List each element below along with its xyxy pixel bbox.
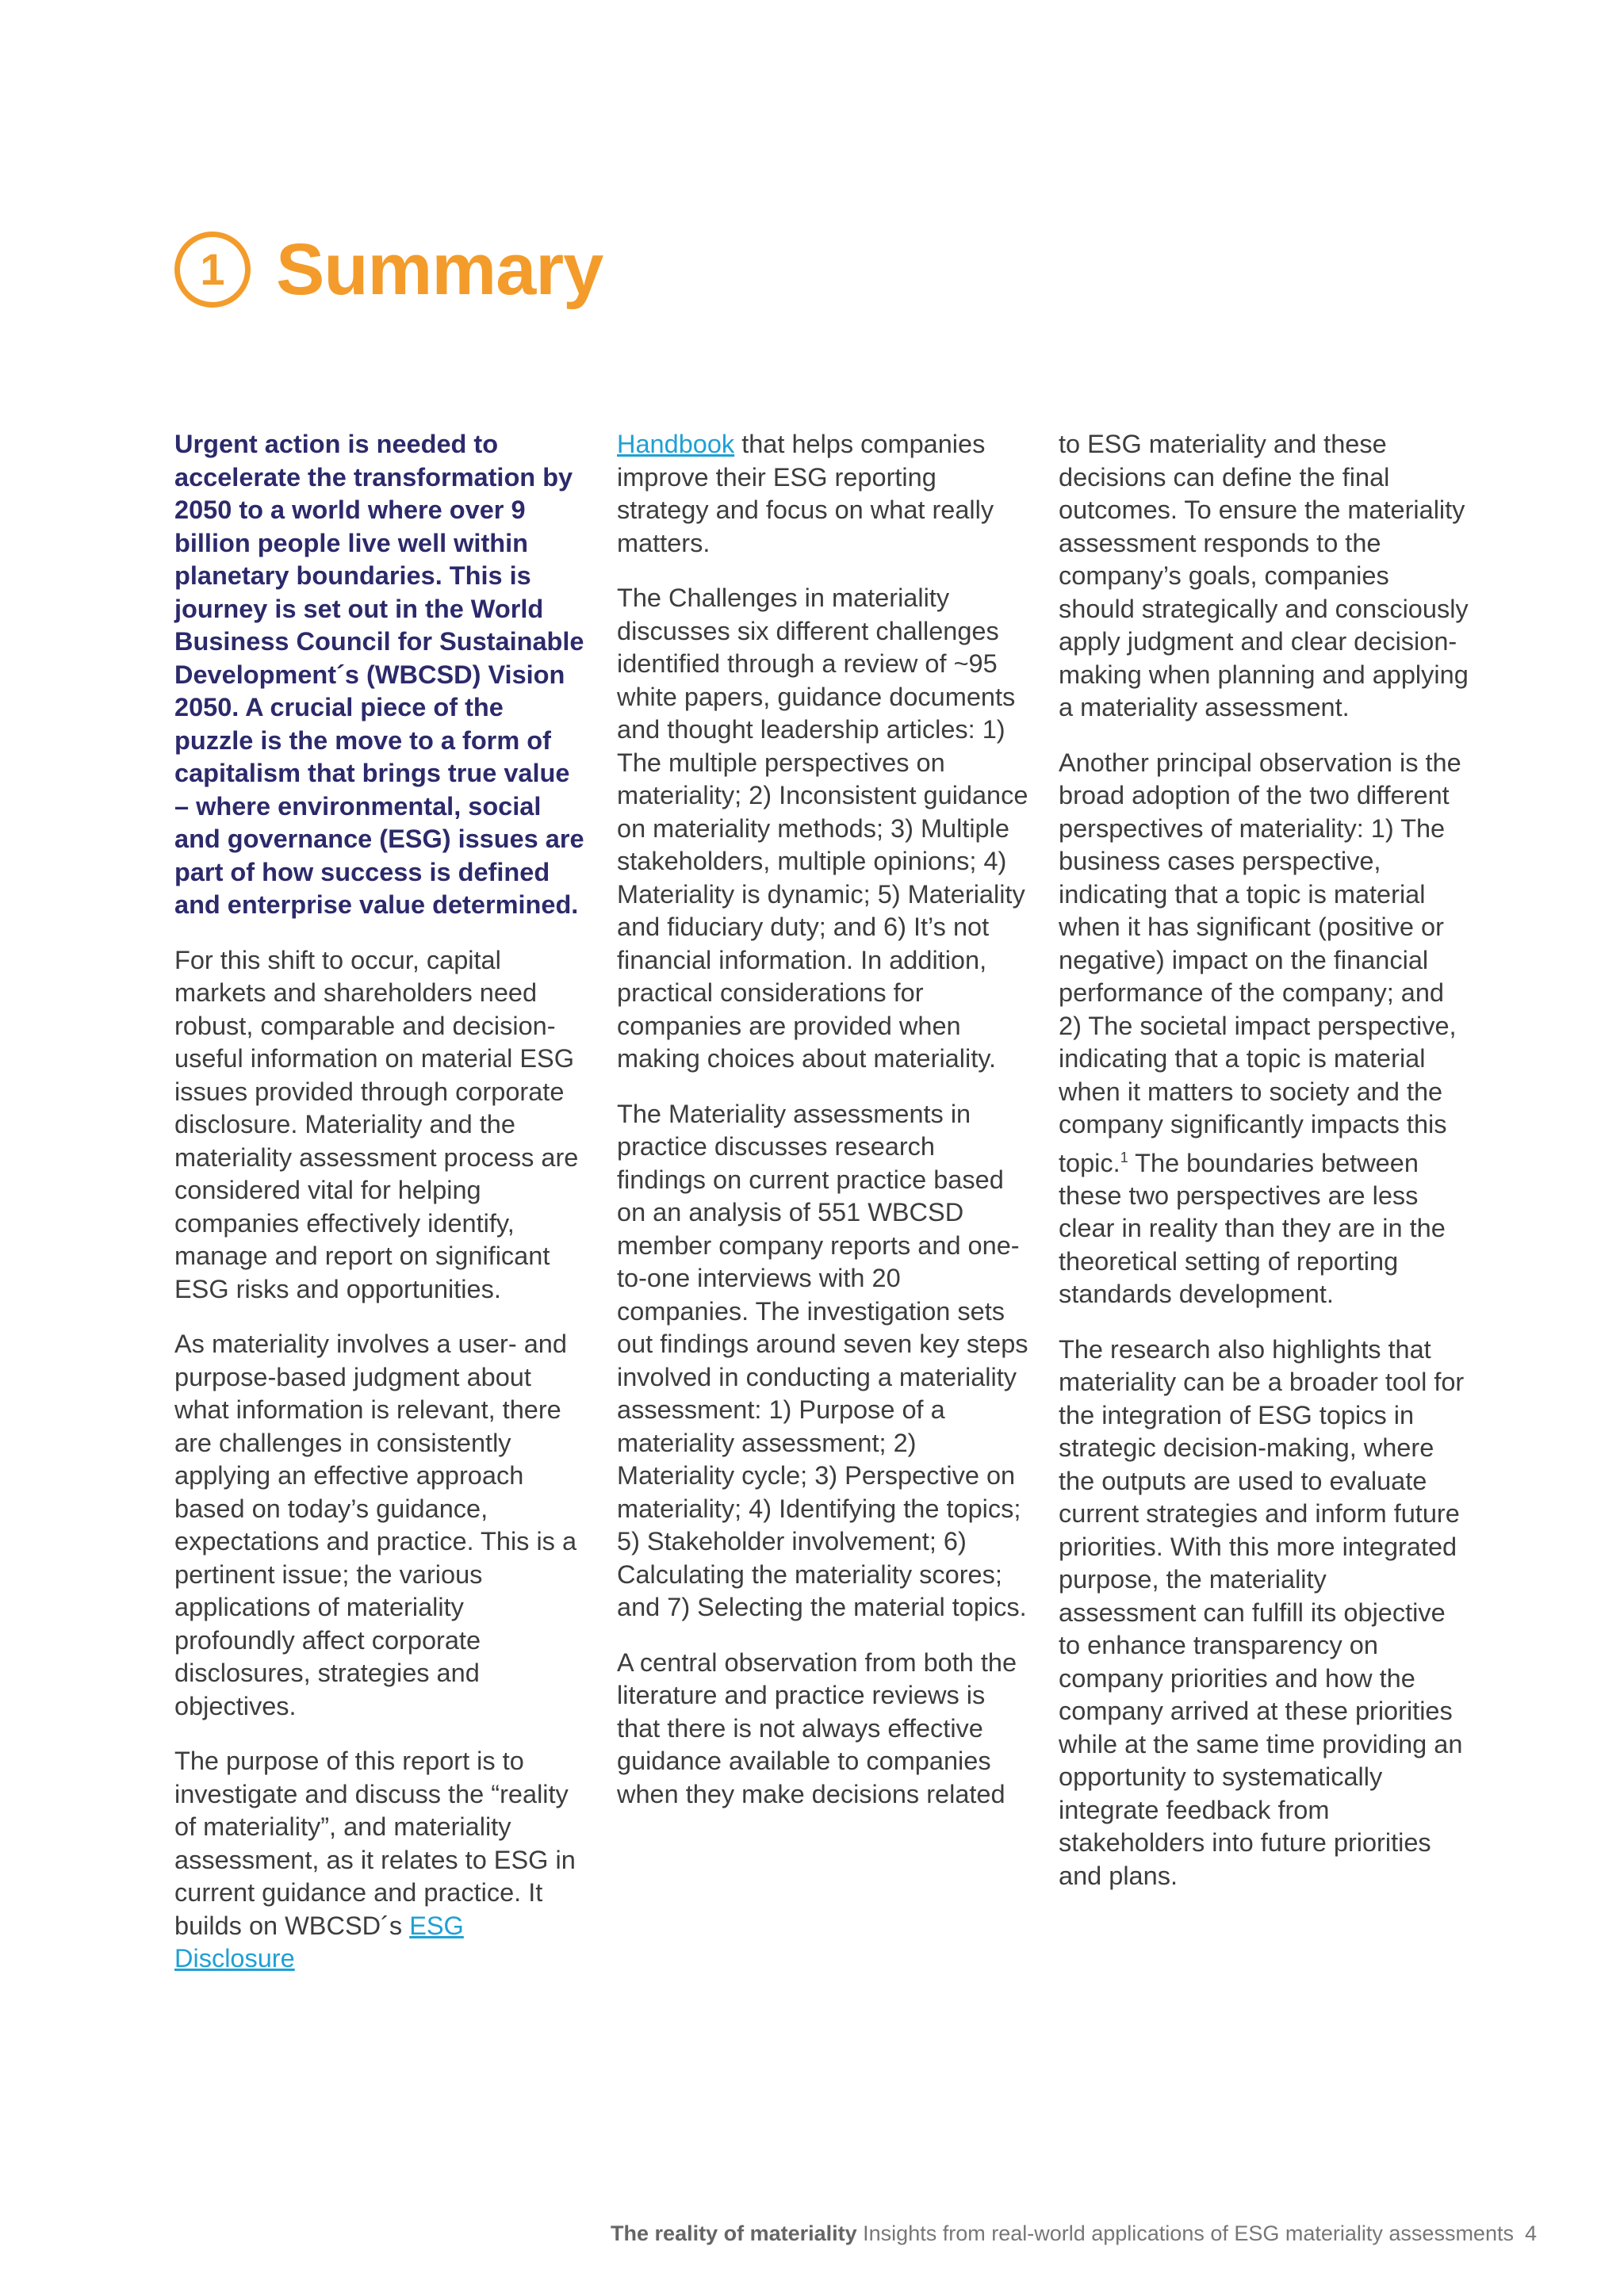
paragraph: As materiality involves a user- and purpose-based judgment about what information is relevant, there are challenges in consistently applying an effective approach based on today’s guidance, expectations and practice. This is a pertinent issue; the various applications of materiality profoundly affect corporate disclosures, strategies and objectives. [174, 1330, 577, 1720]
paragraph [174, 1745, 587, 1976]
paragraph-text: Another principal observation is the broad adoption of the two different perspectives of materiality: 1) The business cases perspective, indicating that a topic is material when it has significant (positive or negative) impact on the financial performance of the company; and 2) The societal impact perspective, indicating that a topic is material when it matters to society and the company significantly impacts this topic. [1059, 748, 1461, 1177]
page-number: 4 [1524, 2221, 1537, 2245]
text-column-1 [174, 428, 587, 1998]
section-number-badge: 1 [174, 232, 251, 308]
text-column-2 [617, 428, 1029, 1833]
page-title: Summary [276, 229, 603, 310]
text-column-3 [1059, 428, 1471, 1915]
footer-report-title: The reality of materiality [611, 2221, 857, 2245]
paragraph: to ESG materiality and these decisions can define the final outcomes. To ensure the materiality assessment responds to the company’s goals, companies should strategically and consciously apply judgment and clear decision-making when planning and applying a materiality assessment. [1059, 430, 1469, 721]
paragraph-text: that helps companies improve their ESG reporting strategy and focus on what really matters. [617, 430, 994, 557]
footer-subtitle: Insights from real-world applications of ESG materiality assessments [856, 2221, 1514, 2245]
handbook-link[interactable]: Handbook [617, 430, 735, 458]
paragraph: For this shift to occur, capital markets and shareholders need robust, comparable and decision-useful information on material ESG issues provided through corporate disclosure. Materiality and the materiality assessment process are considered vital for helping companies effectively identify, manage and report on significant ESG risks and opportunities. [174, 945, 579, 1303]
paragraph: The Challenges in materiality discusses six different challenges identified through a review of ~95 white papers, guidance documents and thought leadership articles: 1) The multiple perspectives on materiality; 2) Inconsistent guidance on materiality methods; 3) Multiple stakeholders, multiple opinions; 4) Materiality is dynamic; 5) Materiality and fiduciary duty; and 6) It’s not financial information. In addition, practical considerations for companies are provided when making choices about materiality. [617, 584, 1028, 1073]
paragraph: The Materiality assessments in practice discusses research findings on current practice based on an analysis of 551 WBCSD member company reports and one-to-one interviews with 20 companies. The investigation sets out findings around seven key steps involved in conducting a materiality assessment: 1) Purpose of a materiality assessment; 2) Materiality cycle; 3) Perspective on materiality; 4) Identifying the topics; 5) Stakeholder involvement; 6) Calculating the materiality scores; and 7) Selecting the material topics. [617, 1099, 1028, 1621]
footnote-marker: 1 [1120, 1149, 1128, 1165]
section-heading [174, 229, 603, 310]
paragraph [617, 428, 1029, 560]
lead-paragraph: Urgent action is needed to accelerate the transformation by 2050 to a world where over 9 billion people live well within planetary boundaries. This is journey is set out in the World Business Council for Sustainable Development´s (WBCSD) Vision 2050. A crucial piece of the puzzle is the move to a form of capitalism that brings true value – where environmental, social and governance (ESG) issues are part of how success is defined and enterprise value determined. [174, 430, 584, 919]
page-footer [611, 2221, 1537, 2246]
paragraph [1059, 747, 1471, 1311]
paragraph: The research also highlights that materiality can be a broader tool for the integration of ESG topics in strategic decision-making, where the outputs are used to evaluate current strategies and inform future priorities. With this more integrated purpose, the materiality assessment can fulfill its objective to enhance transparency on company priorities and how the company arrived at these priorities while at the same time providing an opportunity to systematically integrate feedback from stakeholders into future priorities and plans. [1059, 1334, 1465, 1890]
paragraph: A central observation from both the literature and practice reviews is that there is not always effective guidance available to companies when they make decisions related [617, 1647, 1017, 1808]
paragraph-text: The purpose of this report is to investigate and discuss the “reality of materiality”, and materiality assessment, as it relates to ESG in current guidance and practice. It builds on WBCSD´s [174, 1747, 576, 1940]
esg-disclosure-link[interactable]: ESG Disclosure [174, 1911, 464, 1973]
paragraph-text: The boundaries between these two perspectives are less clear in reality than they are in the theoretical setting of reporting standards development. [1059, 1148, 1446, 1309]
